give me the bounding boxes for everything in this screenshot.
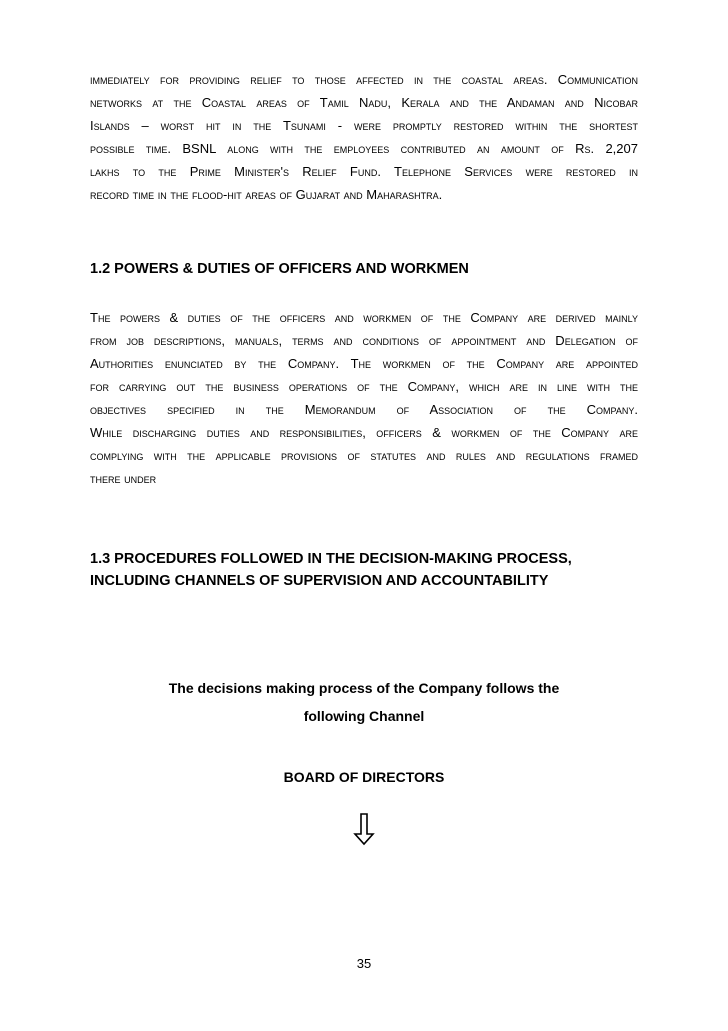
down-arrow-icon	[350, 812, 378, 846]
text-line: objectives specified in the Memorandum of Association of the Company.	[90, 402, 638, 417]
section-1-3-heading-line-2: INCLUDING CHANNELS OF SUPERVISION AND ACCOUNTABILITY	[90, 573, 549, 589]
text-line: lakhs to the Prime Minister's Relief Fund. Telephone Services were restored in	[90, 164, 638, 179]
intro-paragraph	[90, 68, 638, 206]
text-line: complying with the applicable provisions of statutes and rules and regulations framed	[90, 448, 638, 463]
section-1-3-heading-line-1: 1.3 PROCEDURES FOLLOWED IN THE DECISION-MAKING PROCESS,	[90, 551, 572, 567]
section-1-3-heading	[90, 548, 650, 592]
text-line: for carrying out the business operations of the Company, which are in line with the	[90, 379, 638, 394]
text-line: networks at the Coastal areas of Tamil Nadu, Kerala and the Andaman and Nicobar	[90, 95, 638, 110]
text-line: Islands – worst hit in the Tsunami - were promptly restored within the shortest	[90, 118, 638, 133]
text-line: from job descriptions, manuals, terms and conditions of appointment and Delegation of	[90, 333, 638, 348]
section-1-2-paragraph	[90, 306, 638, 490]
decision-intro	[90, 674, 638, 730]
channel-board-of-directors: BOARD OF DIRECTORS	[283, 769, 445, 785]
page-number: 35	[356, 956, 372, 971]
decision-intro-line-1: The decisions making process of the Company follows the	[168, 680, 560, 696]
decision-intro-line-2: following Channel	[303, 708, 425, 724]
text-line: there under	[90, 471, 157, 486]
text-line: possible time. BSNL along with the employees contributed an amount of Rs. 2,207	[90, 141, 638, 156]
text-line: While discharging duties and responsibilities, officers & workmen of the Company are	[90, 425, 638, 440]
section-1-2-heading: 1.2 POWERS & DUTIES OF OFFICERS AND WORKMEN	[90, 261, 469, 277]
text-line: Authorities enunciated by the Company. The workmen of the Company are appointed	[90, 356, 638, 371]
text-line: immediately for providing relief to those affected in the coastal areas. Communication	[90, 72, 638, 87]
text-line: record time in the flood-hit areas of Gujarat and Maharashtra.	[90, 187, 443, 202]
text-line: The powers & duties of the officers and workmen of the Company are derived mainly	[90, 310, 638, 325]
